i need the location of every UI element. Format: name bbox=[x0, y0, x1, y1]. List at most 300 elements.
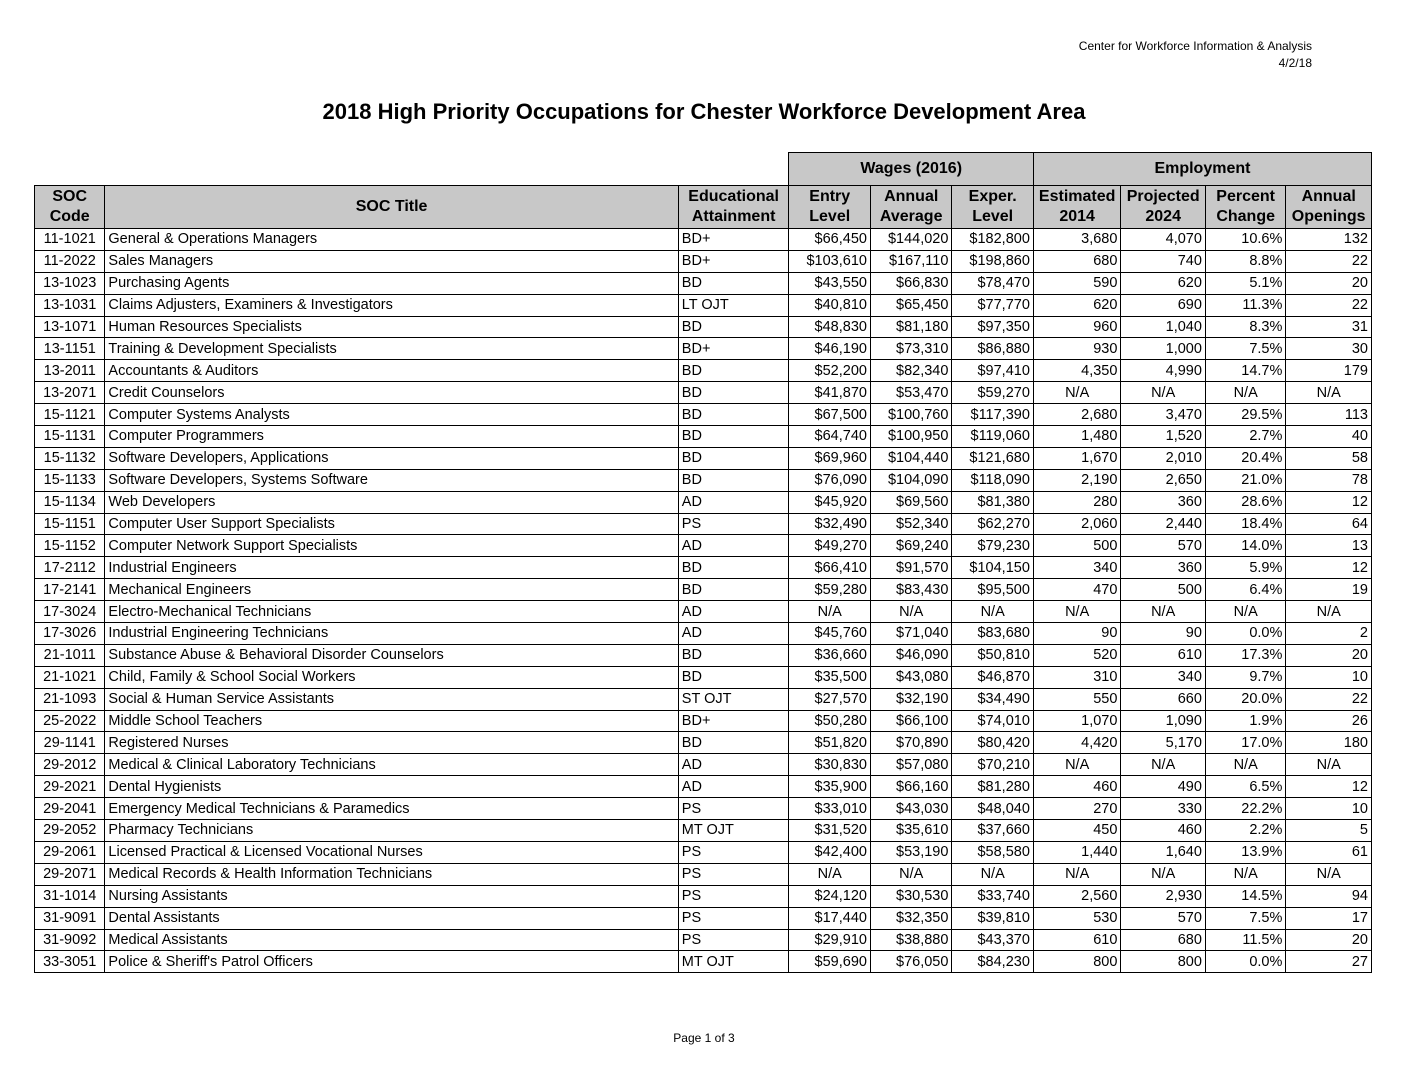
cell-entry-level-wage: $32,490 bbox=[789, 513, 870, 535]
cell-annual-openings: 12 bbox=[1286, 557, 1372, 579]
cell-percent-change: 7.5% bbox=[1205, 338, 1285, 360]
table-row bbox=[35, 447, 1372, 469]
cell-entry-level-wage: $42,400 bbox=[789, 841, 870, 863]
cell-annual-average-wage: N/A bbox=[870, 601, 951, 623]
cell-percent-change: 5.9% bbox=[1205, 557, 1285, 579]
cell-soc-code: 15-1132 bbox=[35, 447, 105, 469]
cell-entry-level-wage: $41,870 bbox=[789, 382, 870, 404]
cell-educational-attainment: AD bbox=[678, 601, 789, 623]
cell-soc-code: 13-1151 bbox=[35, 338, 105, 360]
cell-annual-average-wage: $144,020 bbox=[870, 229, 951, 251]
column-header-row bbox=[35, 186, 1372, 229]
cell-percent-change: 10.6% bbox=[1205, 229, 1285, 251]
cell-soc-title: Industrial Engineering Technicians bbox=[105, 623, 678, 645]
cell-soc-code: 29-2041 bbox=[35, 798, 105, 820]
cell-entry-level-wage: $17,440 bbox=[789, 907, 870, 929]
table-row bbox=[35, 885, 1372, 907]
cell-soc-code: 31-9091 bbox=[35, 907, 105, 929]
cell-soc-title: Medical Assistants bbox=[105, 929, 678, 951]
cell-experienced-level-wage: $79,230 bbox=[952, 535, 1033, 557]
cell-annual-average-wage: $167,110 bbox=[870, 250, 951, 272]
cell-experienced-level-wage: $86,880 bbox=[952, 338, 1033, 360]
cell-annual-openings: 78 bbox=[1286, 469, 1372, 491]
cell-entry-level-wage: $49,270 bbox=[789, 535, 870, 557]
column-header-educational-attainment bbox=[678, 186, 789, 229]
cell-experienced-level-wage: N/A bbox=[952, 863, 1033, 885]
cell-annual-average-wage: $100,950 bbox=[870, 426, 951, 448]
cell-experienced-level-wage: $39,810 bbox=[952, 907, 1033, 929]
cell-experienced-level-wage: $80,420 bbox=[952, 732, 1033, 754]
column-header-line: Educational bbox=[688, 188, 779, 205]
cell-soc-code: 15-1152 bbox=[35, 535, 105, 557]
table-row bbox=[35, 469, 1372, 491]
cell-soc-code: 17-2141 bbox=[35, 579, 105, 601]
cell-educational-attainment: AD bbox=[678, 491, 789, 513]
cell-annual-average-wage: $69,560 bbox=[870, 491, 951, 513]
table-row bbox=[35, 579, 1372, 601]
cell-annual-openings: 10 bbox=[1286, 666, 1372, 688]
cell-estimated-2014: 620 bbox=[1033, 294, 1121, 316]
cell-soc-title: Software Developers, Systems Software bbox=[105, 469, 678, 491]
cell-projected-2024: N/A bbox=[1121, 863, 1206, 885]
cell-percent-change: 6.5% bbox=[1205, 776, 1285, 798]
cell-soc-title: Training & Development Specialists bbox=[105, 338, 678, 360]
column-header-line: Annual bbox=[884, 188, 939, 205]
organization-name: Center for Workforce Information & Analysis bbox=[1078, 39, 1312, 53]
cell-experienced-level-wage: $33,740 bbox=[952, 885, 1033, 907]
cell-entry-level-wage: $33,010 bbox=[789, 798, 870, 820]
cell-annual-openings: 31 bbox=[1286, 316, 1372, 338]
column-header-line: Openings bbox=[1291, 208, 1366, 225]
cell-educational-attainment: BD bbox=[678, 557, 789, 579]
cell-experienced-level-wage: $59,270 bbox=[952, 382, 1033, 404]
cell-experienced-level-wage: $104,150 bbox=[952, 557, 1033, 579]
cell-soc-code: 29-2052 bbox=[35, 820, 105, 842]
cell-percent-change: 17.0% bbox=[1205, 732, 1285, 754]
cell-projected-2024: 1,090 bbox=[1121, 710, 1206, 732]
cell-educational-attainment: BD bbox=[678, 382, 789, 404]
cell-projected-2024: 500 bbox=[1121, 579, 1206, 601]
cell-projected-2024: 1,000 bbox=[1121, 338, 1206, 360]
column-header-line: Percent bbox=[1216, 188, 1275, 205]
cell-projected-2024: 1,040 bbox=[1121, 316, 1206, 338]
cell-soc-code: 29-1141 bbox=[35, 732, 105, 754]
cell-annual-average-wage: $76,050 bbox=[870, 951, 951, 973]
cell-annual-openings: N/A bbox=[1286, 863, 1372, 885]
cell-annual-openings: 2 bbox=[1286, 623, 1372, 645]
cell-estimated-2014: 270 bbox=[1033, 798, 1121, 820]
cell-annual-openings: 10 bbox=[1286, 798, 1372, 820]
cell-annual-average-wage: $35,610 bbox=[870, 820, 951, 842]
cell-experienced-level-wage: $95,500 bbox=[952, 579, 1033, 601]
cell-estimated-2014: N/A bbox=[1033, 863, 1121, 885]
cell-educational-attainment: PS bbox=[678, 841, 789, 863]
cell-educational-attainment: BD bbox=[678, 272, 789, 294]
cell-experienced-level-wage: $97,410 bbox=[952, 360, 1033, 382]
table-row bbox=[35, 666, 1372, 688]
cell-percent-change: 6.4% bbox=[1205, 579, 1285, 601]
cell-soc-title: Computer User Support Specialists bbox=[105, 513, 678, 535]
cell-annual-average-wage: $43,080 bbox=[870, 666, 951, 688]
cell-annual-openings: 64 bbox=[1286, 513, 1372, 535]
cell-educational-attainment: PS bbox=[678, 885, 789, 907]
cell-projected-2024: 1,640 bbox=[1121, 841, 1206, 863]
cell-soc-code: 21-1021 bbox=[35, 666, 105, 688]
cell-estimated-2014: 2,190 bbox=[1033, 469, 1121, 491]
cell-entry-level-wage: $67,500 bbox=[789, 404, 870, 426]
cell-estimated-2014: 2,560 bbox=[1033, 885, 1121, 907]
table-row bbox=[35, 623, 1372, 645]
column-header-line: Change bbox=[1216, 208, 1275, 225]
cell-annual-average-wage: $38,880 bbox=[870, 929, 951, 951]
cell-experienced-level-wage: $58,580 bbox=[952, 841, 1033, 863]
cell-soc-code: 31-1014 bbox=[35, 885, 105, 907]
table-row bbox=[35, 557, 1372, 579]
cell-entry-level-wage: $66,410 bbox=[789, 557, 870, 579]
cell-soc-title: Computer Systems Analysts bbox=[105, 404, 678, 426]
group-header-spacer bbox=[35, 153, 789, 186]
cell-projected-2024: 610 bbox=[1121, 644, 1206, 666]
cell-entry-level-wage: $45,920 bbox=[789, 491, 870, 513]
cell-entry-level-wage: $64,740 bbox=[789, 426, 870, 448]
cell-annual-average-wage: $81,180 bbox=[870, 316, 951, 338]
cell-annual-average-wage: $104,090 bbox=[870, 469, 951, 491]
column-header-line: Estimated bbox=[1038, 188, 1116, 205]
cell-annual-average-wage: $83,430 bbox=[870, 579, 951, 601]
cell-annual-openings: 180 bbox=[1286, 732, 1372, 754]
cell-annual-openings: 5 bbox=[1286, 820, 1372, 842]
cell-soc-title: Credit Counselors bbox=[105, 382, 678, 404]
cell-percent-change: N/A bbox=[1205, 382, 1285, 404]
cell-annual-average-wage: $46,090 bbox=[870, 644, 951, 666]
cell-estimated-2014: 1,440 bbox=[1033, 841, 1121, 863]
table-row bbox=[35, 601, 1372, 623]
cell-estimated-2014: N/A bbox=[1033, 754, 1121, 776]
cell-percent-change: 21.0% bbox=[1205, 469, 1285, 491]
cell-estimated-2014: 280 bbox=[1033, 491, 1121, 513]
cell-estimated-2014: 1,670 bbox=[1033, 447, 1121, 469]
cell-annual-openings: 26 bbox=[1286, 710, 1372, 732]
cell-soc-code: 31-9092 bbox=[35, 929, 105, 951]
cell-estimated-2014: 590 bbox=[1033, 272, 1121, 294]
column-header-soc-title bbox=[105, 186, 678, 229]
cell-annual-openings: 13 bbox=[1286, 535, 1372, 557]
cell-entry-level-wage: $40,810 bbox=[789, 294, 870, 316]
cell-soc-code: 29-2071 bbox=[35, 863, 105, 885]
table-row bbox=[35, 841, 1372, 863]
table-row bbox=[35, 798, 1372, 820]
column-header-annual-average-wage bbox=[870, 186, 951, 229]
cell-soc-code: 29-2021 bbox=[35, 776, 105, 798]
cell-entry-level-wage: $50,280 bbox=[789, 710, 870, 732]
column-header-line: Entry bbox=[809, 188, 851, 205]
cell-estimated-2014: 930 bbox=[1033, 338, 1121, 360]
cell-projected-2024: 2,650 bbox=[1121, 469, 1206, 491]
report-header bbox=[1079, 38, 1312, 72]
cell-experienced-level-wage: $117,390 bbox=[952, 404, 1033, 426]
column-header-line: SOC Title bbox=[355, 198, 428, 215]
cell-annual-openings: 179 bbox=[1286, 360, 1372, 382]
cell-soc-title: Pharmacy Technicians bbox=[105, 820, 678, 842]
cell-soc-code: 13-1023 bbox=[35, 272, 105, 294]
cell-entry-level-wage: $46,190 bbox=[789, 338, 870, 360]
cell-entry-level-wage: $30,830 bbox=[789, 754, 870, 776]
cell-annual-average-wage: $53,470 bbox=[870, 382, 951, 404]
column-header-line: Projected bbox=[1126, 188, 1200, 205]
cell-annual-average-wage: $66,160 bbox=[870, 776, 951, 798]
cell-annual-openings: 58 bbox=[1286, 447, 1372, 469]
cell-annual-average-wage: $69,240 bbox=[870, 535, 951, 557]
table-row bbox=[35, 776, 1372, 798]
cell-soc-code: 15-1151 bbox=[35, 513, 105, 535]
occupations-table bbox=[34, 152, 1372, 973]
cell-percent-change: 18.4% bbox=[1205, 513, 1285, 535]
cell-percent-change: 29.5% bbox=[1205, 404, 1285, 426]
cell-percent-change: 22.2% bbox=[1205, 798, 1285, 820]
cell-entry-level-wage: $31,520 bbox=[789, 820, 870, 842]
table-row bbox=[35, 491, 1372, 513]
cell-estimated-2014: 450 bbox=[1033, 820, 1121, 842]
cell-soc-code: 21-1093 bbox=[35, 688, 105, 710]
table-row bbox=[35, 382, 1372, 404]
cell-soc-title: Industrial Engineers bbox=[105, 557, 678, 579]
column-header-line: Average bbox=[879, 208, 943, 225]
column-header-line: Attainment bbox=[691, 208, 776, 225]
cell-entry-level-wage: $43,550 bbox=[789, 272, 870, 294]
cell-soc-code: 15-1133 bbox=[35, 469, 105, 491]
cell-percent-change: 11.3% bbox=[1205, 294, 1285, 316]
cell-estimated-2014: 550 bbox=[1033, 688, 1121, 710]
table-row bbox=[35, 820, 1372, 842]
cell-experienced-level-wage: $37,660 bbox=[952, 820, 1033, 842]
table-row bbox=[35, 513, 1372, 535]
cell-experienced-level-wage: $46,870 bbox=[952, 666, 1033, 688]
cell-soc-code: 13-2011 bbox=[35, 360, 105, 382]
cell-soc-title: Computer Programmers bbox=[105, 426, 678, 448]
table-row bbox=[35, 929, 1372, 951]
cell-annual-average-wage: $32,190 bbox=[870, 688, 951, 710]
cell-entry-level-wage: $52,200 bbox=[789, 360, 870, 382]
cell-percent-change: 8.3% bbox=[1205, 316, 1285, 338]
table-row bbox=[35, 338, 1372, 360]
cell-annual-average-wage: $104,440 bbox=[870, 447, 951, 469]
cell-percent-change: 20.4% bbox=[1205, 447, 1285, 469]
cell-soc-title: Claims Adjusters, Examiners & Investigators bbox=[105, 294, 678, 316]
table-row bbox=[35, 360, 1372, 382]
cell-estimated-2014: 310 bbox=[1033, 666, 1121, 688]
cell-annual-openings: 20 bbox=[1286, 644, 1372, 666]
cell-educational-attainment: BD bbox=[678, 469, 789, 491]
cell-estimated-2014: N/A bbox=[1033, 382, 1121, 404]
table-row bbox=[35, 272, 1372, 294]
cell-soc-title: Software Developers, Applications bbox=[105, 447, 678, 469]
cell-soc-code: 13-1071 bbox=[35, 316, 105, 338]
cell-projected-2024: N/A bbox=[1121, 601, 1206, 623]
group-header-row bbox=[35, 153, 1372, 186]
cell-annual-average-wage: $53,190 bbox=[870, 841, 951, 863]
cell-experienced-level-wage: $182,800 bbox=[952, 229, 1033, 251]
cell-projected-2024: 2,010 bbox=[1121, 447, 1206, 469]
wages-group-header: Wages (2016) bbox=[789, 153, 1033, 186]
cell-estimated-2014: 90 bbox=[1033, 623, 1121, 645]
cell-estimated-2014: 500 bbox=[1033, 535, 1121, 557]
cell-projected-2024: 460 bbox=[1121, 820, 1206, 842]
cell-experienced-level-wage: $70,210 bbox=[952, 754, 1033, 776]
page-number: Page 1 of 3 bbox=[673, 1031, 735, 1045]
cell-annual-average-wage: $65,450 bbox=[870, 294, 951, 316]
cell-percent-change: 9.7% bbox=[1205, 666, 1285, 688]
cell-annual-openings: 61 bbox=[1286, 841, 1372, 863]
cell-estimated-2014: 680 bbox=[1033, 250, 1121, 272]
cell-annual-average-wage: $52,340 bbox=[870, 513, 951, 535]
cell-estimated-2014: 340 bbox=[1033, 557, 1121, 579]
cell-soc-title: Mechanical Engineers bbox=[105, 579, 678, 601]
cell-entry-level-wage: $24,120 bbox=[789, 885, 870, 907]
cell-projected-2024: 620 bbox=[1121, 272, 1206, 294]
cell-annual-average-wage: $82,340 bbox=[870, 360, 951, 382]
cell-experienced-level-wage: $84,230 bbox=[952, 951, 1033, 973]
cell-soc-title: Dental Assistants bbox=[105, 907, 678, 929]
table-row bbox=[35, 316, 1372, 338]
cell-annual-openings: 22 bbox=[1286, 250, 1372, 272]
cell-annual-openings: 27 bbox=[1286, 951, 1372, 973]
column-header-line: Annual bbox=[1301, 188, 1356, 205]
cell-percent-change: 14.0% bbox=[1205, 535, 1285, 557]
cell-soc-code: 13-1031 bbox=[35, 294, 105, 316]
cell-soc-title: Purchasing Agents bbox=[105, 272, 678, 294]
cell-projected-2024: 4,070 bbox=[1121, 229, 1206, 251]
cell-annual-openings: 12 bbox=[1286, 776, 1372, 798]
cell-estimated-2014: 2,680 bbox=[1033, 404, 1121, 426]
cell-entry-level-wage: $45,760 bbox=[789, 623, 870, 645]
cell-percent-change: 14.5% bbox=[1205, 885, 1285, 907]
cell-percent-change: 2.2% bbox=[1205, 820, 1285, 842]
cell-projected-2024: 330 bbox=[1121, 798, 1206, 820]
cell-estimated-2014: 610 bbox=[1033, 929, 1121, 951]
cell-annual-openings: 20 bbox=[1286, 929, 1372, 951]
table-row bbox=[35, 426, 1372, 448]
cell-experienced-level-wage: $48,040 bbox=[952, 798, 1033, 820]
cell-entry-level-wage: $35,900 bbox=[789, 776, 870, 798]
column-header-projected-2024 bbox=[1121, 186, 1206, 229]
cell-projected-2024: 340 bbox=[1121, 666, 1206, 688]
cell-educational-attainment: AD bbox=[678, 623, 789, 645]
cell-experienced-level-wage: $77,770 bbox=[952, 294, 1033, 316]
cell-annual-openings: 113 bbox=[1286, 404, 1372, 426]
table-body bbox=[35, 229, 1372, 973]
cell-annual-openings: 30 bbox=[1286, 338, 1372, 360]
cell-percent-change: 1.9% bbox=[1205, 710, 1285, 732]
cell-experienced-level-wage: N/A bbox=[952, 601, 1033, 623]
cell-projected-2024: 5,170 bbox=[1121, 732, 1206, 754]
cell-educational-attainment: BD bbox=[678, 447, 789, 469]
cell-projected-2024: N/A bbox=[1121, 754, 1206, 776]
cell-educational-attainment: BD+ bbox=[678, 710, 789, 732]
cell-annual-openings: 19 bbox=[1286, 579, 1372, 601]
cell-experienced-level-wage: $119,060 bbox=[952, 426, 1033, 448]
cell-annual-average-wage: $30,530 bbox=[870, 885, 951, 907]
cell-soc-title: Dental Hygienists bbox=[105, 776, 678, 798]
cell-educational-attainment: BD+ bbox=[678, 250, 789, 272]
cell-annual-openings: 17 bbox=[1286, 907, 1372, 929]
cell-percent-change: 28.6% bbox=[1205, 491, 1285, 513]
table-row bbox=[35, 907, 1372, 929]
cell-percent-change: 14.7% bbox=[1205, 360, 1285, 382]
cell-projected-2024: 740 bbox=[1121, 250, 1206, 272]
cell-annual-openings: 22 bbox=[1286, 294, 1372, 316]
table-row bbox=[35, 754, 1372, 776]
cell-projected-2024: 360 bbox=[1121, 491, 1206, 513]
cell-projected-2024: 2,440 bbox=[1121, 513, 1206, 535]
cell-annual-openings: N/A bbox=[1286, 601, 1372, 623]
cell-estimated-2014: 800 bbox=[1033, 951, 1121, 973]
table-row bbox=[35, 951, 1372, 973]
cell-experienced-level-wage: $83,680 bbox=[952, 623, 1033, 645]
table-row bbox=[35, 644, 1372, 666]
table-row bbox=[35, 404, 1372, 426]
report-date: 4/2/18 bbox=[1278, 56, 1312, 70]
cell-projected-2024: 680 bbox=[1121, 929, 1206, 951]
cell-annual-average-wage: $73,310 bbox=[870, 338, 951, 360]
cell-soc-title: Accountants & Auditors bbox=[105, 360, 678, 382]
cell-projected-2024: 1,520 bbox=[1121, 426, 1206, 448]
cell-estimated-2014: N/A bbox=[1033, 601, 1121, 623]
cell-soc-title: Human Resources Specialists bbox=[105, 316, 678, 338]
cell-soc-code: 17-3026 bbox=[35, 623, 105, 645]
cell-educational-attainment: PS bbox=[678, 798, 789, 820]
cell-soc-title: Child, Family & School Social Workers bbox=[105, 666, 678, 688]
cell-percent-change: 0.0% bbox=[1205, 951, 1285, 973]
cell-annual-openings: 132 bbox=[1286, 229, 1372, 251]
cell-percent-change: 0.0% bbox=[1205, 623, 1285, 645]
cell-soc-code: 11-1021 bbox=[35, 229, 105, 251]
document-title: 2018 High Priority Occupations for Chester Workforce Development Area bbox=[322, 99, 1086, 124]
cell-percent-change: 13.9% bbox=[1205, 841, 1285, 863]
cell-soc-title: Emergency Medical Technicians & Paramedics bbox=[105, 798, 678, 820]
cell-estimated-2014: 520 bbox=[1033, 644, 1121, 666]
cell-soc-code: 25-2022 bbox=[35, 710, 105, 732]
cell-experienced-level-wage: $118,090 bbox=[952, 469, 1033, 491]
cell-soc-code: 33-3051 bbox=[35, 951, 105, 973]
cell-educational-attainment: ST OJT bbox=[678, 688, 789, 710]
table-row bbox=[35, 732, 1372, 754]
cell-educational-attainment: MT OJT bbox=[678, 820, 789, 842]
cell-percent-change: 7.5% bbox=[1205, 907, 1285, 929]
cell-experienced-level-wage: $81,280 bbox=[952, 776, 1033, 798]
cell-educational-attainment: PS bbox=[678, 907, 789, 929]
cell-percent-change: 17.3% bbox=[1205, 644, 1285, 666]
cell-soc-title: Licensed Practical & Licensed Vocational Nurses bbox=[105, 841, 678, 863]
cell-entry-level-wage: $66,450 bbox=[789, 229, 870, 251]
employment-group-header: Employment bbox=[1033, 153, 1371, 186]
cell-projected-2024: 570 bbox=[1121, 535, 1206, 557]
cell-soc-code: 15-1121 bbox=[35, 404, 105, 426]
cell-annual-openings: N/A bbox=[1286, 382, 1372, 404]
cell-annual-average-wage: $57,080 bbox=[870, 754, 951, 776]
cell-entry-level-wage: $59,280 bbox=[789, 579, 870, 601]
cell-estimated-2014: 4,350 bbox=[1033, 360, 1121, 382]
cell-annual-average-wage: N/A bbox=[870, 863, 951, 885]
column-header-line: 2014 bbox=[1059, 208, 1095, 225]
cell-educational-attainment: BD bbox=[678, 666, 789, 688]
column-header-experienced-level-wage bbox=[952, 186, 1033, 229]
cell-entry-level-wage: $48,830 bbox=[789, 316, 870, 338]
column-header-line: Code bbox=[49, 208, 90, 225]
cell-annual-openings: 20 bbox=[1286, 272, 1372, 294]
cell-annual-average-wage: $43,030 bbox=[870, 798, 951, 820]
cell-entry-level-wage: $35,500 bbox=[789, 666, 870, 688]
table-row bbox=[35, 250, 1372, 272]
